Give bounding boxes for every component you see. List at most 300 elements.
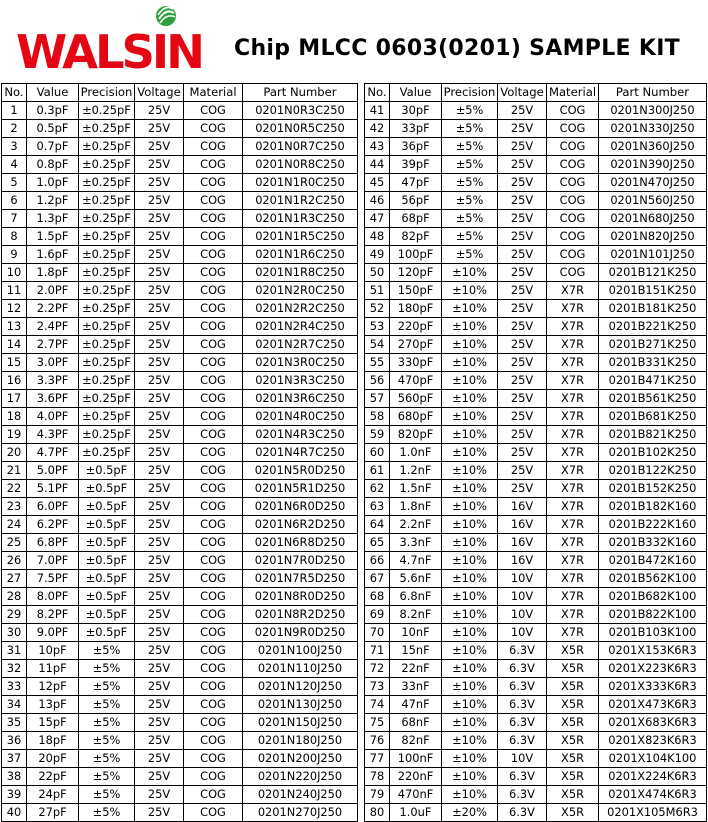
cell-value: 3.0PF [27, 354, 79, 372]
table-row [2, 804, 358, 822]
cell-no: 20 [2, 444, 27, 462]
cell-part-number: 0201N2R0C250 [243, 282, 358, 300]
cell-precision: ±5% [442, 138, 498, 156]
cell-material: COG [547, 192, 599, 210]
cell-value: 4.7nF [390, 552, 442, 570]
cell-material: X5R [547, 660, 599, 678]
cell-voltage: 25V [135, 588, 184, 606]
table-row [365, 192, 707, 210]
cell-value: 1.2pF [27, 192, 79, 210]
cell-precision: ±10% [442, 264, 498, 282]
cell-no: 71 [365, 642, 390, 660]
cell-precision: ±0.25pF [79, 444, 135, 462]
cell-voltage: 25V [135, 732, 184, 750]
cell-precision: ±0.25pF [79, 390, 135, 408]
cell-no: 34 [2, 696, 27, 714]
header-no: No. [365, 84, 390, 102]
cell-precision: ±0.5pF [79, 498, 135, 516]
cell-no: 42 [365, 120, 390, 138]
cell-part-number: 0201N1R0C250 [243, 174, 358, 192]
cell-no: 18 [2, 408, 27, 426]
cell-value: 100nF [390, 750, 442, 768]
cell-voltage: 6.3V [498, 660, 547, 678]
cell-voltage: 25V [498, 282, 547, 300]
cell-precision: ±5% [442, 192, 498, 210]
cell-part-number: 0201N1R5C250 [243, 228, 358, 246]
header-voltage: Voltage [498, 84, 547, 102]
cell-value: 47pF [390, 174, 442, 192]
cell-voltage: 25V [498, 120, 547, 138]
cell-voltage: 10V [498, 588, 547, 606]
table-row [2, 606, 358, 624]
cell-precision: ±10% [442, 390, 498, 408]
cell-voltage: 25V [135, 336, 184, 354]
cell-part-number: 0201N6R2D250 [243, 516, 358, 534]
cell-part-number: 0201N1R3C250 [243, 210, 358, 228]
cell-part-number: 0201X223K6R3 [599, 660, 707, 678]
cell-no: 52 [365, 300, 390, 318]
cell-part-number: 0201N0R3C250 [243, 102, 358, 120]
cell-voltage: 25V [135, 246, 184, 264]
table-row [365, 120, 707, 138]
cell-value: 56pF [390, 192, 442, 210]
cell-value: 270pF [390, 336, 442, 354]
cell-no: 41 [365, 102, 390, 120]
table-row [2, 480, 358, 498]
table-row [2, 588, 358, 606]
cell-material: X7R [547, 480, 599, 498]
cell-voltage: 10V [498, 570, 547, 588]
cell-material: X5R [547, 714, 599, 732]
cell-precision: ±0.5pF [79, 606, 135, 624]
cell-precision: ±5% [79, 714, 135, 732]
cell-no: 13 [2, 318, 27, 336]
cell-part-number: 0201N220J250 [243, 768, 358, 786]
cell-material: X7R [547, 354, 599, 372]
cell-voltage: 25V [135, 516, 184, 534]
cell-value: 27pF [27, 804, 79, 822]
cell-part-number: 0201N120J250 [243, 678, 358, 696]
cell-part-number: 0201B152K250 [599, 480, 707, 498]
cell-part-number: 0201B221K250 [599, 318, 707, 336]
cell-precision: ±5% [442, 246, 498, 264]
cell-part-number: 0201N330J250 [599, 120, 707, 138]
cell-voltage: 10V [498, 606, 547, 624]
cell-precision: ±0.25pF [79, 174, 135, 192]
cell-value: 82pF [390, 228, 442, 246]
cell-no: 60 [365, 444, 390, 462]
cell-voltage: 6.3V [498, 678, 547, 696]
cell-part-number: 0201B122K250 [599, 462, 707, 480]
cell-part-number: 0201N3R6C250 [243, 390, 358, 408]
cell-no: 45 [365, 174, 390, 192]
cell-no: 56 [365, 372, 390, 390]
table-header-row [2, 84, 358, 102]
table-row [2, 426, 358, 444]
table-row [365, 282, 707, 300]
table-row [365, 228, 707, 246]
table-row [365, 786, 707, 804]
cell-material: COG [184, 732, 243, 750]
cell-no: 16 [2, 372, 27, 390]
cell-no: 47 [365, 210, 390, 228]
cell-material: COG [184, 570, 243, 588]
table-row [365, 174, 707, 192]
table-row [365, 336, 707, 354]
cell-value: 8.2nF [390, 606, 442, 624]
cell-no: 55 [365, 354, 390, 372]
cell-no: 58 [365, 408, 390, 426]
cell-part-number: 0201B821K250 [599, 426, 707, 444]
cell-part-number: 0201N6R8D250 [243, 534, 358, 552]
cell-part-number: 0201N180J250 [243, 732, 358, 750]
cell-part-number: 0201N5R0D250 [243, 462, 358, 480]
cell-voltage: 25V [135, 372, 184, 390]
cell-no: 11 [2, 282, 27, 300]
table-row [365, 354, 707, 372]
table-row [365, 138, 707, 156]
cell-no: 14 [2, 336, 27, 354]
cell-material: X7R [547, 498, 599, 516]
cell-precision: ±0.25pF [79, 228, 135, 246]
cell-precision: ±10% [442, 606, 498, 624]
cell-voltage: 25V [135, 318, 184, 336]
cell-part-number: 0201B681K250 [599, 408, 707, 426]
cell-material: COG [547, 210, 599, 228]
cell-part-number: 0201N4R7C250 [243, 444, 358, 462]
table-row [2, 462, 358, 480]
cell-part-number: 0201N110J250 [243, 660, 358, 678]
cell-no: 77 [365, 750, 390, 768]
cell-precision: ±0.25pF [79, 408, 135, 426]
cell-no: 17 [2, 390, 27, 408]
table-row [365, 624, 707, 642]
cell-part-number: 0201N560J250 [599, 192, 707, 210]
cell-value: 10pF [27, 642, 79, 660]
cell-no: 40 [2, 804, 27, 822]
cell-voltage: 25V [498, 174, 547, 192]
cell-precision: ±10% [442, 678, 498, 696]
cell-precision: ±5% [442, 156, 498, 174]
cell-part-number: 0201N470J250 [599, 174, 707, 192]
cell-no: 49 [365, 246, 390, 264]
table-row [365, 552, 707, 570]
header-value: Value [390, 84, 442, 102]
cell-precision: ±0.5pF [79, 534, 135, 552]
table-row [2, 210, 358, 228]
cell-value: 39pF [390, 156, 442, 174]
table-row [2, 786, 358, 804]
cell-value: 24pF [27, 786, 79, 804]
cell-material: COG [184, 750, 243, 768]
cell-precision: ±10% [442, 336, 498, 354]
cell-material: COG [184, 768, 243, 786]
cell-part-number: 0201N3R3C250 [243, 372, 358, 390]
cell-voltage: 25V [135, 120, 184, 138]
cell-value: 5.1PF [27, 480, 79, 498]
cell-value: 4.3PF [27, 426, 79, 444]
cell-material: COG [184, 336, 243, 354]
table-row [365, 750, 707, 768]
cell-precision: ±10% [442, 750, 498, 768]
table-row [2, 678, 358, 696]
cell-voltage: 25V [498, 210, 547, 228]
cell-precision: ±0.25pF [79, 354, 135, 372]
cell-no: 5 [2, 174, 27, 192]
cell-precision: ±10% [442, 768, 498, 786]
cell-value: 1.5nF [390, 480, 442, 498]
cell-no: 66 [365, 552, 390, 570]
cell-voltage: 25V [135, 282, 184, 300]
cell-precision: ±0.5pF [79, 516, 135, 534]
cell-material: COG [184, 534, 243, 552]
cell-precision: ±0.25pF [79, 300, 135, 318]
cell-precision: ±0.25pF [79, 336, 135, 354]
cell-voltage: 6.3V [498, 732, 547, 750]
cell-material: COG [184, 786, 243, 804]
header-value: Value [27, 84, 79, 102]
cell-value: 0.3pF [27, 102, 79, 120]
table-row [365, 570, 707, 588]
table-row [365, 480, 707, 498]
cell-value: 8.0PF [27, 588, 79, 606]
cell-no: 43 [365, 138, 390, 156]
cell-value: 1.8pF [27, 264, 79, 282]
cell-material: X7R [547, 570, 599, 588]
cell-precision: ±0.5pF [79, 570, 135, 588]
cell-part-number: 0201B562K100 [599, 570, 707, 588]
cell-precision: ±10% [442, 300, 498, 318]
cell-material: COG [184, 210, 243, 228]
table-row [365, 642, 707, 660]
cell-precision: ±5% [79, 732, 135, 750]
cell-value: 20pF [27, 750, 79, 768]
cell-precision: ±0.5pF [79, 462, 135, 480]
cell-precision: ±5% [79, 750, 135, 768]
cell-voltage: 16V [498, 498, 547, 516]
cell-material: COG [184, 678, 243, 696]
cell-precision: ±10% [442, 462, 498, 480]
cell-no: 24 [2, 516, 27, 534]
cell-material: X5R [547, 642, 599, 660]
cell-material: X7R [547, 282, 599, 300]
cell-precision: ±10% [442, 516, 498, 534]
cell-part-number: 0201N270J250 [243, 804, 358, 822]
cell-part-number: 0201B822K100 [599, 606, 707, 624]
cell-precision: ±10% [442, 696, 498, 714]
cell-material: COG [184, 660, 243, 678]
cell-value: 4.0PF [27, 408, 79, 426]
table-row [2, 246, 358, 264]
cell-material: COG [184, 444, 243, 462]
cell-no: 53 [365, 318, 390, 336]
cell-part-number: 0201B151K250 [599, 282, 707, 300]
cell-no: 79 [365, 786, 390, 804]
table-row [365, 246, 707, 264]
table-row [2, 336, 358, 354]
table-row [2, 732, 358, 750]
cell-material: X7R [547, 444, 599, 462]
cell-part-number: 0201N1R2C250 [243, 192, 358, 210]
table-row [365, 804, 707, 822]
cell-voltage: 25V [135, 534, 184, 552]
table-row [365, 444, 707, 462]
cell-no: 19 [2, 426, 27, 444]
cell-material: COG [184, 174, 243, 192]
cell-part-number: 0201N9R0D250 [243, 624, 358, 642]
cell-material: COG [547, 156, 599, 174]
cell-part-number: 0201B271K250 [599, 336, 707, 354]
cell-value: 22pF [27, 768, 79, 786]
cell-voltage: 25V [135, 426, 184, 444]
cell-precision: ±20% [442, 804, 498, 822]
cell-no: 63 [365, 498, 390, 516]
cell-voltage: 25V [135, 264, 184, 282]
cell-voltage: 25V [135, 174, 184, 192]
cell-no: 74 [365, 696, 390, 714]
sample-table-right [364, 83, 707, 822]
cell-material: X7R [547, 606, 599, 624]
cell-part-number: 0201N240J250 [243, 786, 358, 804]
cell-material: COG [547, 246, 599, 264]
cell-precision: ±5% [79, 786, 135, 804]
table-row [2, 264, 358, 282]
cell-no: 36 [2, 732, 27, 750]
table-row [2, 768, 358, 786]
cell-value: 3.3nF [390, 534, 442, 552]
cell-value: 820pF [390, 426, 442, 444]
cell-part-number: 0201B121K250 [599, 264, 707, 282]
cell-no: 54 [365, 336, 390, 354]
cell-material: COG [184, 696, 243, 714]
cell-material: COG [547, 120, 599, 138]
table-row [2, 696, 358, 714]
cell-part-number: 0201N200J250 [243, 750, 358, 768]
cell-no: 10 [2, 264, 27, 282]
header-precision: Precision [79, 84, 135, 102]
cell-part-number: 0201N3R0C250 [243, 354, 358, 372]
cell-voltage: 25V [135, 642, 184, 660]
cell-voltage: 25V [135, 390, 184, 408]
cell-value: 36pF [390, 138, 442, 156]
cell-precision: ±0.25pF [79, 102, 135, 120]
cell-value: 150pF [390, 282, 442, 300]
cell-no: 68 [365, 588, 390, 606]
cell-value: 13pF [27, 696, 79, 714]
cell-voltage: 25V [135, 714, 184, 732]
cell-precision: ±0.25pF [79, 426, 135, 444]
cell-no: 7 [2, 210, 27, 228]
cell-part-number: 0201X104K100 [599, 750, 707, 768]
cell-precision: ±0.25pF [79, 318, 135, 336]
cell-precision: ±5% [79, 660, 135, 678]
cell-no: 4 [2, 156, 27, 174]
cell-voltage: 25V [135, 678, 184, 696]
cell-material: COG [184, 246, 243, 264]
table-row [365, 588, 707, 606]
cell-material: X7R [547, 624, 599, 642]
cell-value: 15pF [27, 714, 79, 732]
cell-precision: ±10% [442, 498, 498, 516]
table-row [2, 444, 358, 462]
cell-voltage: 25V [135, 570, 184, 588]
cell-precision: ±10% [442, 444, 498, 462]
cell-value: 2.4PF [27, 318, 79, 336]
cell-value: 10nF [390, 624, 442, 642]
cell-no: 23 [2, 498, 27, 516]
table-row [365, 318, 707, 336]
cell-voltage: 25V [135, 408, 184, 426]
cell-part-number: 0201N2R4C250 [243, 318, 358, 336]
cell-value: 1.6pF [27, 246, 79, 264]
cell-voltage: 25V [498, 264, 547, 282]
cell-material: X5R [547, 750, 599, 768]
cell-value: 220pF [390, 318, 442, 336]
table-row [365, 426, 707, 444]
cell-material: COG [184, 372, 243, 390]
cell-material: COG [184, 498, 243, 516]
table-row [365, 534, 707, 552]
cell-voltage: 10V [498, 624, 547, 642]
cell-no: 39 [2, 786, 27, 804]
cell-no: 76 [365, 732, 390, 750]
cell-no: 37 [2, 750, 27, 768]
cell-part-number: 0201B682K100 [599, 588, 707, 606]
page-title: Chip MLCC 0603(0201) SAMPLE KIT [234, 36, 680, 61]
cell-precision: ±10% [442, 534, 498, 552]
cell-material: X5R [547, 732, 599, 750]
cell-part-number: 0201B222K160 [599, 516, 707, 534]
cell-value: 11pF [27, 660, 79, 678]
table-row [2, 390, 358, 408]
cell-part-number: 0201B102K250 [599, 444, 707, 462]
table-row [365, 732, 707, 750]
cell-precision: ±5% [79, 804, 135, 822]
cell-part-number: 0201B181K250 [599, 300, 707, 318]
cell-voltage: 25V [135, 768, 184, 786]
cell-value: 9.0PF [27, 624, 79, 642]
header-voltage: Voltage [135, 84, 184, 102]
table-row [365, 696, 707, 714]
cell-voltage: 6.3V [498, 642, 547, 660]
cell-value: 8.2PF [27, 606, 79, 624]
cell-value: 6.0PF [27, 498, 79, 516]
cell-value: 4.7PF [27, 444, 79, 462]
cell-precision: ±0.25pF [79, 246, 135, 264]
cell-no: 64 [365, 516, 390, 534]
cell-part-number: 0201X333K6R3 [599, 678, 707, 696]
cell-no: 67 [365, 570, 390, 588]
table-row [2, 174, 358, 192]
cell-material: COG [547, 102, 599, 120]
cell-no: 12 [2, 300, 27, 318]
cell-part-number: 0201N2R2C250 [243, 300, 358, 318]
cell-part-number: 0201X474K6R3 [599, 786, 707, 804]
cell-voltage: 16V [498, 534, 547, 552]
table-row [365, 372, 707, 390]
cell-part-number: 0201N0R8C250 [243, 156, 358, 174]
walsin-logo [14, 4, 209, 74]
cell-no: 15 [2, 354, 27, 372]
table-row [2, 318, 358, 336]
cell-material: X7R [547, 300, 599, 318]
cell-voltage: 25V [135, 444, 184, 462]
cell-precision: ±5% [79, 678, 135, 696]
cell-material: X7R [547, 516, 599, 534]
table-row [2, 156, 358, 174]
cell-material: COG [547, 228, 599, 246]
cell-part-number: 0201N300J250 [599, 102, 707, 120]
